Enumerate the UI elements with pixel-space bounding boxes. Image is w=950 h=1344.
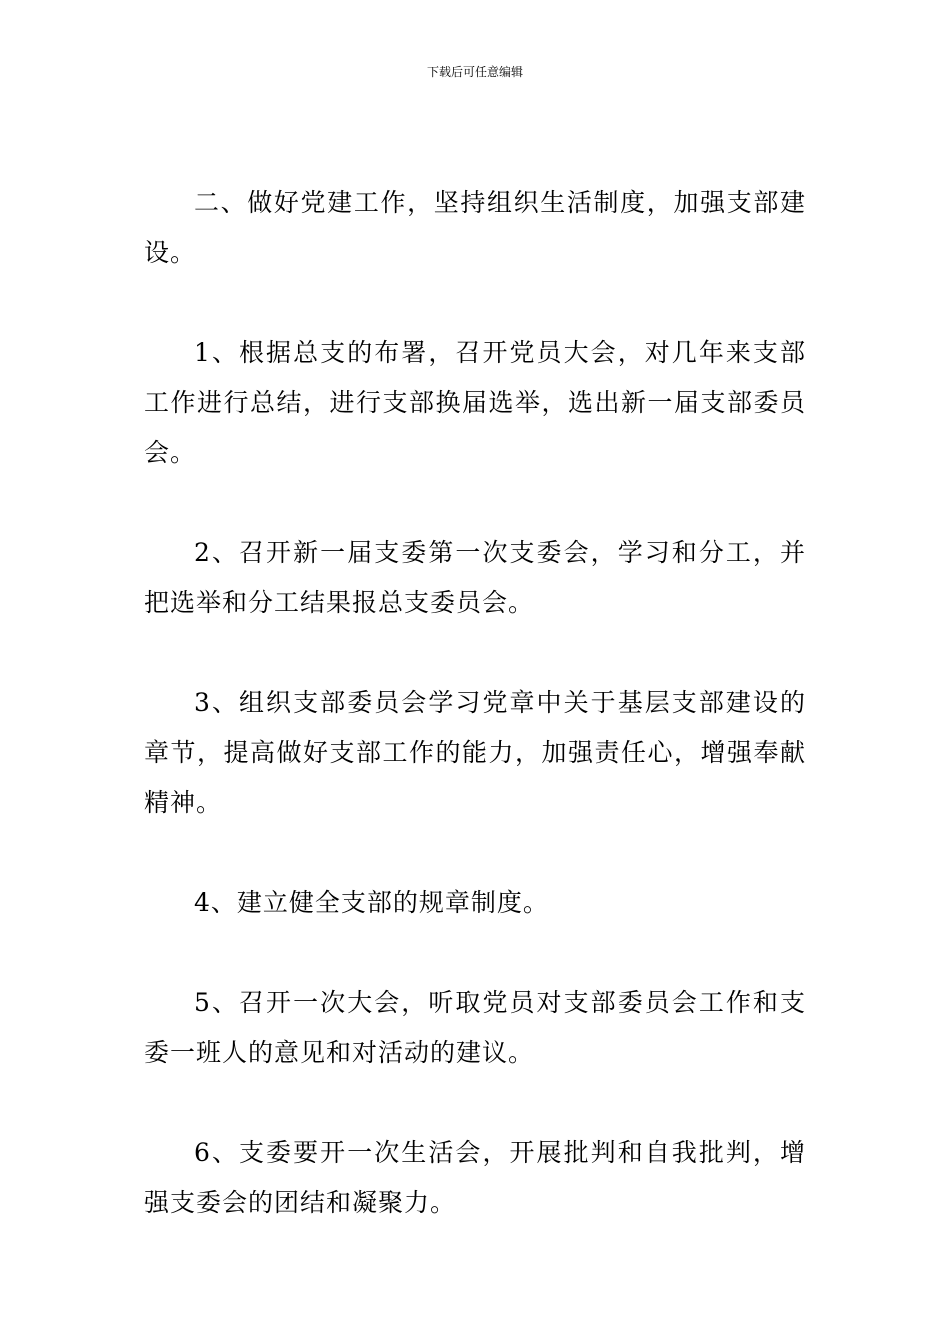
document-body (144, 178, 806, 1278)
page-header: 下载后可任意编辑 (426, 65, 523, 79)
section-heading: 二、做好党建工作，坚持组织生活制度，加强支部建设。 (144, 188, 806, 267)
list-item: 6、支委要开一次生活会，开展批判和自我批判，增强支委会的团结和凝聚力。 (144, 1138, 806, 1217)
list-item: 2、召开新一届支委第一次支委会，学习和分工，并把选举和分工结果报总支委员会。 (144, 538, 806, 617)
list-item: 1、根据总支的布署，召开党员大会，对几年来支部工作进行总结，进行支部换届选举，选出新一届支部委员会。 (144, 338, 806, 467)
list-item: 4、建立健全支部的规章制度。 (194, 888, 549, 917)
list-item: 3、组织支部委员会学习党章中关于基层支部建设的章节，提高做好支部工作的能力，加强责任心，增强奉献精神。 (144, 688, 806, 817)
list-item: 5、召开一次大会，听取党员对支部委员会工作和支委一班人的意见和对活动的建议。 (144, 988, 806, 1067)
